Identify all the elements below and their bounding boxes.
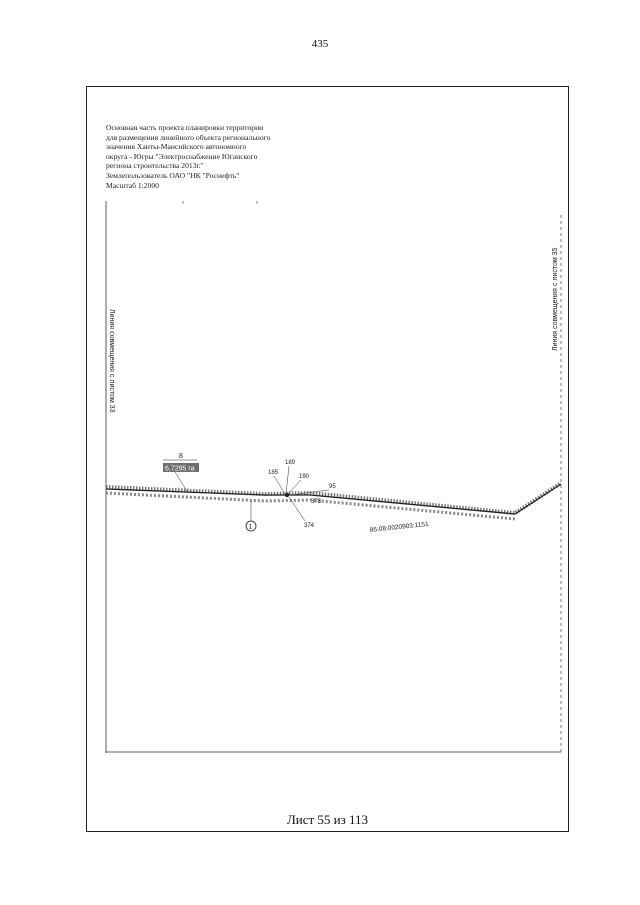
title-line-5: региона строительства 2013г." (106, 161, 204, 171)
point-label-373: 373 (311, 499, 322, 505)
area-label-top: 8 (179, 453, 183, 460)
parcel-number: 86:08:0020903:1151 (369, 520, 430, 534)
point-label-189: 189 (285, 460, 296, 466)
title-line-6: Землепользователь ОАО "НК "Роснефть" (106, 170, 240, 180)
map-area (105, 201, 562, 753)
page-number: 435 (311, 38, 329, 50)
leader-185 (274, 476, 285, 494)
point-label-185: 185 (268, 470, 279, 476)
scale-label: Масштаб 1:2000 (106, 180, 159, 190)
point-label-190: 190 (299, 474, 310, 480)
map-drawing (105, 201, 562, 753)
node-marker (285, 493, 289, 497)
leader-189 (286, 466, 289, 494)
sheet-footer: Лист 55 из 113 (286, 812, 369, 827)
point-label-95: 95 (329, 484, 336, 490)
title-line-4: округа - Югры "Электроснабжение Юганского (106, 151, 258, 161)
point-label-374: 374 (304, 523, 315, 529)
area-leader (175, 472, 187, 491)
left-join-label: Линия совмещения с листом 33 (108, 309, 115, 413)
title-line-3: значения Ханты-Мансийского автономного (106, 142, 247, 152)
area-value: 6,7295 га (165, 465, 195, 473)
sheet-frame (86, 86, 569, 832)
title-line-1: Основная часть проекта планировки территории (106, 123, 264, 132)
right-join-label: Линия совмещения с листом 35 (552, 247, 559, 351)
callout-number: 1 (248, 523, 253, 531)
title-block (106, 123, 326, 190)
title-line-2: для размещения линейного объекта регионального (106, 132, 271, 142)
